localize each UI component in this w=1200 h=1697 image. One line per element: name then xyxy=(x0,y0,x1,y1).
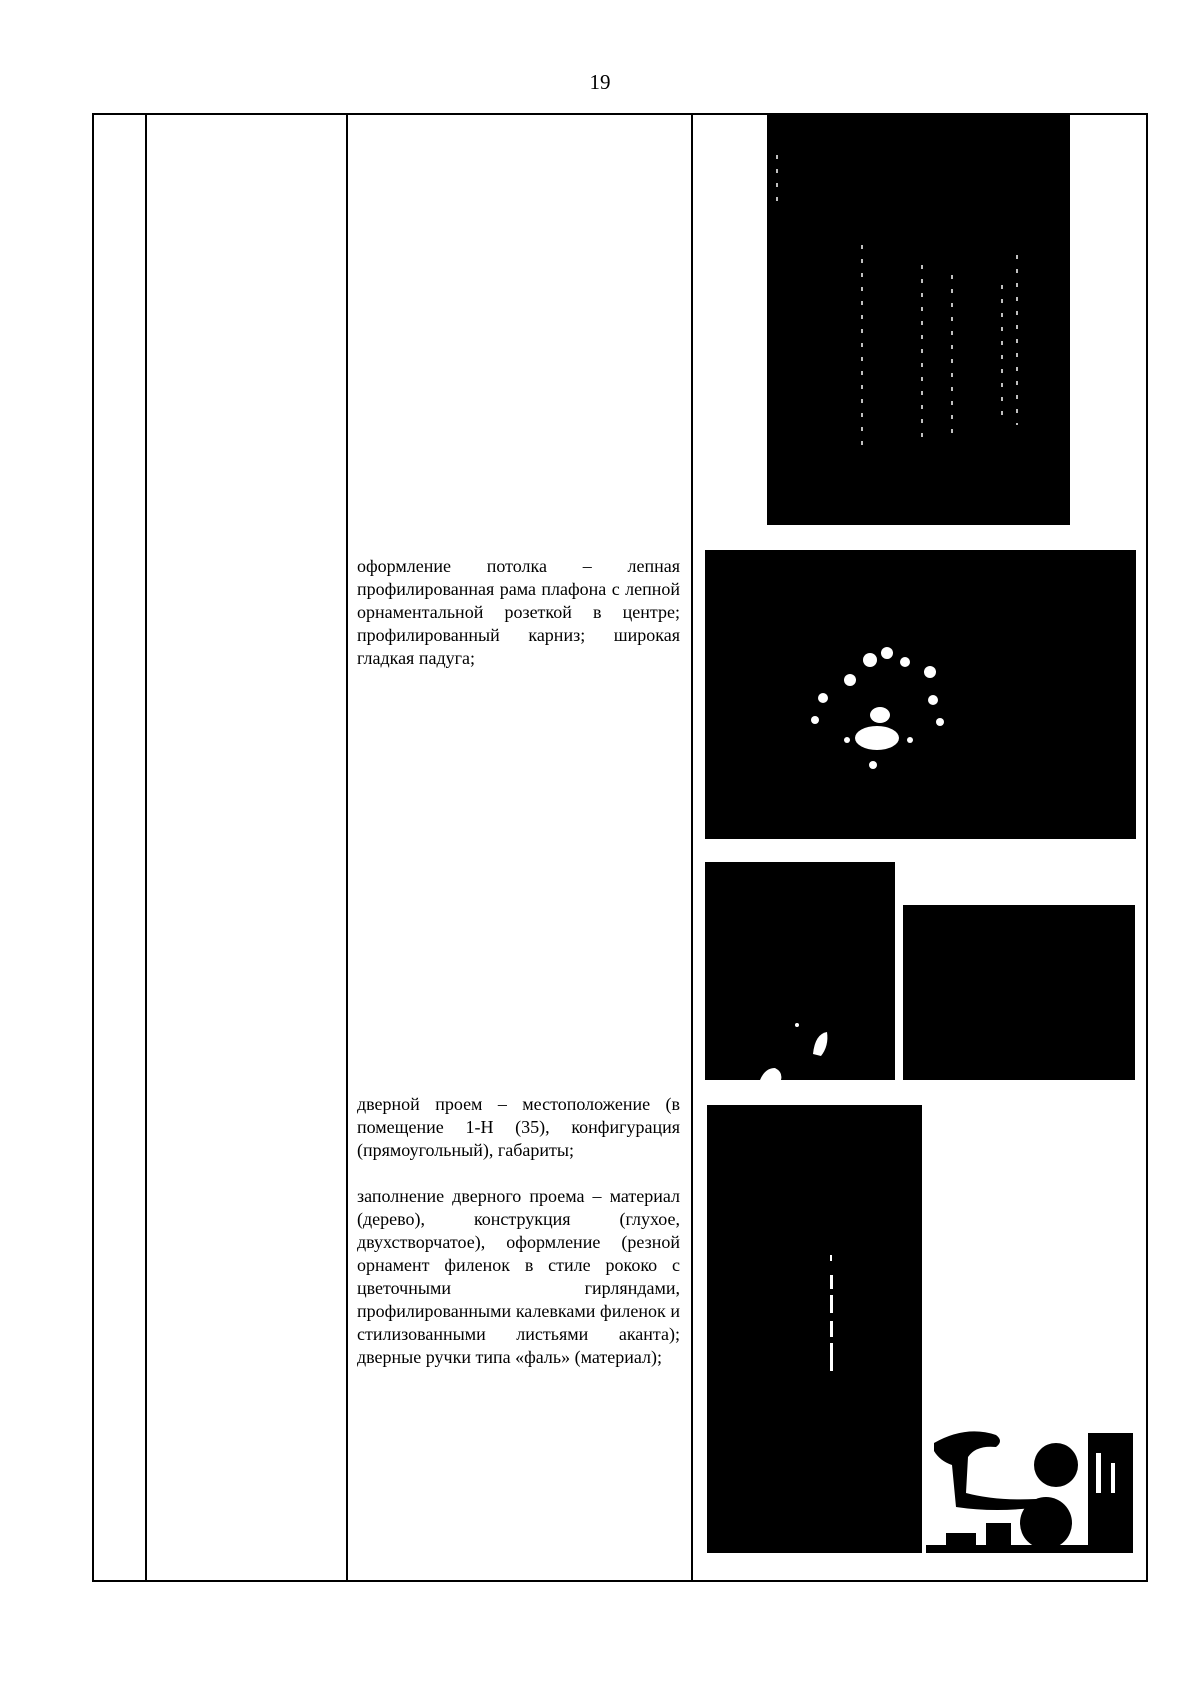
doorway-photo-left xyxy=(705,862,895,1080)
ceiling-rosette-image xyxy=(705,550,1136,839)
door-leaf-photo xyxy=(707,1105,922,1553)
interior-wall-image xyxy=(767,115,1070,525)
ceiling-description: оформление потолка – лепная профилированная рама плафона с лепной орнаментальной розеткой в центре; профилированный карниз; широкая гладкая падуга; xyxy=(357,556,680,668)
page-number: 19 xyxy=(589,70,611,94)
door-handle-photo xyxy=(926,1403,1133,1553)
doorway-photo-right xyxy=(903,905,1135,1080)
column-divider-2 xyxy=(346,113,348,1582)
ceiling-rosette-photo xyxy=(705,550,1136,839)
column-divider-1 xyxy=(145,113,147,1582)
interior-wall-photo xyxy=(767,115,1070,525)
column-divider-3 xyxy=(691,113,693,1582)
doorway-description: дверной проем – местоположение (в помещение 1-Н (35), конфигурация (прямоугольный), габариты; xyxy=(357,1094,680,1160)
door-handle-image xyxy=(926,1403,1133,1553)
door-fill-description: заполнение дверного проема – материал (дерево), конструкция (глухое, двухстворчатое), оформление (резной орнамент филенок в стиле рококо с цветочными гирляндами, профилированными калевками филенок и стилизованными листьями аканта); дверные ручки типа «фаль» (материал); xyxy=(357,1186,680,1367)
doorway-left-image xyxy=(705,862,895,1080)
door-leaf-image xyxy=(707,1105,922,1553)
